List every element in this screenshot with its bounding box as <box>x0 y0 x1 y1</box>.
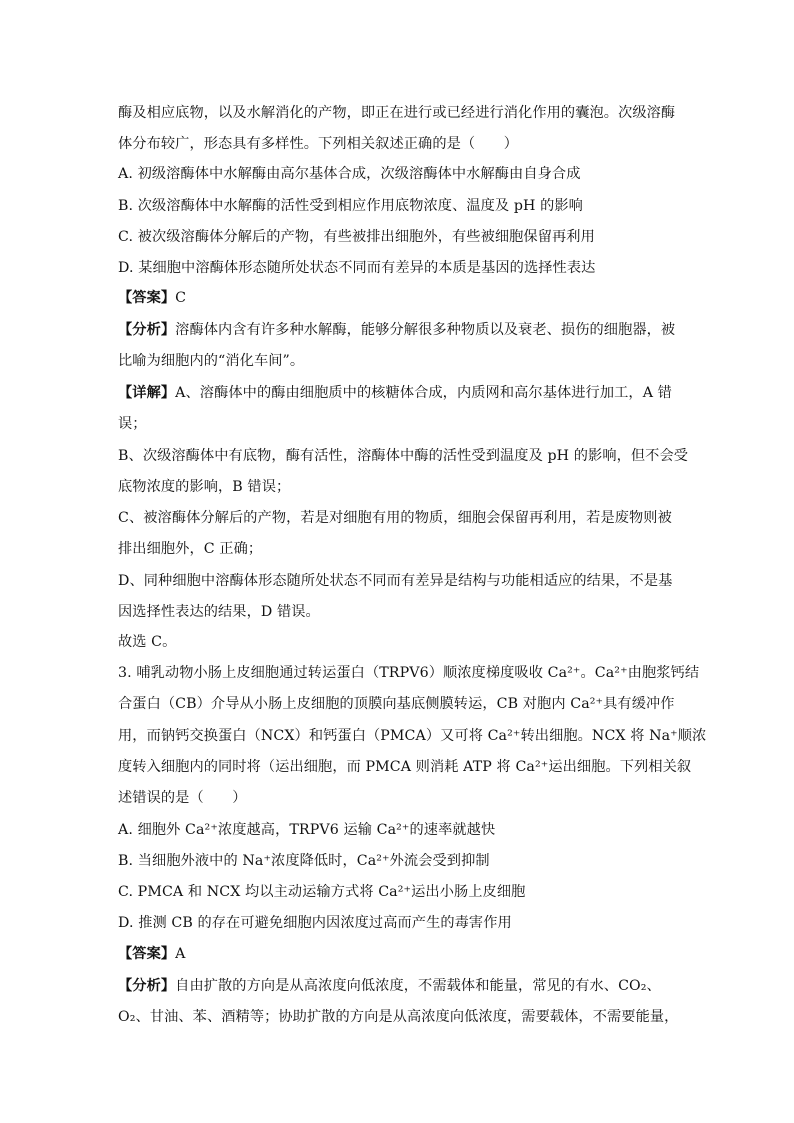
answer-value: A <box>175 946 186 962</box>
q3-stem-line-2: 合蛋白（CB）介导从小肠上皮细胞的顶膜向基底侧膜转运，CB 对胞内 Ca²⁺具有缓冲作 <box>118 696 675 712</box>
q2-detail-c-line-2: 排出细胞外，C 正确； <box>118 541 263 557</box>
q3-stem-line-3: 用，而钠钙交换蛋白（NCX）和钙蛋白（PMCA）又可将 Ca²⁺转出细胞。NCX 将 Na⁺顺浓 <box>118 728 707 744</box>
detail-text: A、溶酶体中的酶由细胞质中的核糖体合成，内质网和高尔基体进行加工，A 错 <box>175 385 672 401</box>
q2-detail-a-line-1 <box>118 383 688 403</box>
q3-stem-line-5: 述错误的是（ ） <box>118 790 247 806</box>
q2-detail-b-line-2: 底物浓度的影响，B 错误； <box>118 479 291 495</box>
q2-detail-b-line-1: B、次级溶酶体中有底物，酶有活性，溶酶体中酶的活性受到温度及 pH 的影响，但不会受 <box>118 448 689 464</box>
q3-stem-line-4: 度转入细胞内的同时将（运出细胞，而 PMCA 则消耗 ATP 将 Ca²⁺运出细胞。下列相关叙 <box>118 759 692 775</box>
analysis-tag: 【分析】 <box>118 978 176 994</box>
q2-analysis-line-1 <box>118 320 688 340</box>
q2-detail-d-line-1: D、同种细胞中溶酶体形态随所处状态不同而有差异是结构与功能相适应的结果，不是基 <box>118 573 673 589</box>
q2-detail-a-line-2: 误； <box>118 416 147 432</box>
q2-detail-c-line-1: C、被溶酶体分解后的产物，若是对细胞有用的物质，细胞会保留再利用，若是废物则被 <box>118 510 672 526</box>
analysis-text: 自由扩散的方向是从高浓度向低浓度，不需载体和能量，常见的有水、CO₂、 <box>175 978 661 994</box>
q3-option-c: C. PMCA 和 NCX 均以主动运输方式将 Ca²⁺运出小肠上皮细胞 <box>118 884 526 900</box>
q3-answer <box>118 944 688 964</box>
detail-tag: 【详解】 <box>118 385 176 401</box>
analysis-text: 溶酶体内含有许多种水解酶，能够分解很多种物质以及衰老、损伤的细胞器，被 <box>175 322 676 338</box>
q2-option-c: C. 被次级溶酶体分解后的产物，有些被排出细胞外，有些被细胞保留再利用 <box>118 229 595 245</box>
q3-analysis-line-2: O₂、甘油、苯、酒精等；协助扩散的方向是从高浓度向低浓度，需要载体，不需要能量， <box>118 1009 679 1025</box>
q2-detail-d-line-2: 因选择性表达的结果，D 错误。 <box>118 604 320 620</box>
q3-analysis-line-1 <box>118 976 688 996</box>
answer-value: C <box>175 290 187 306</box>
q2-analysis-line-2: 比喻为细胞内的“消化车间”。 <box>118 353 305 369</box>
q3-stem-line-1: 3. 哺乳动物小肠上皮细胞通过转运蛋白（TRPV6）顺浓度梯度吸收 Ca²⁺。Ca²⁺由胞浆钙结 <box>118 665 700 681</box>
q2-stem-line-2: 体分布较广，形态具有多样性。下列相关叙述正确的是（ ） <box>118 136 519 152</box>
q2-option-a: A. 初级溶酶体中水解酶由高尔基体合成，次级溶酶体中水解酶由自身合成 <box>118 166 581 182</box>
q2-option-d: D. 某细胞中溶酶体形态随所处状态不同而有差异的本质是基因的选择性表达 <box>118 260 596 276</box>
q2-stem-line-1: 酶及相应底物，以及水解消化的产物，即正在进行或已经进行消化作用的囊泡。次级溶酶 <box>118 105 676 121</box>
q2-answer <box>118 288 688 308</box>
answer-tag: 【答案】 <box>118 946 176 962</box>
q3-option-b: B. 当细胞外液中的 Na⁺浓度降低时，Ca²⁺外流会受到抑制 <box>118 853 490 869</box>
q3-option-a: A. 细胞外 Ca²⁺浓度越高，TRPV6 运输 Ca²⁺的速率就越快 <box>118 822 496 838</box>
q2-option-b: B. 次级溶酶体中水解酶的活性受到相应作用底物浓度、温度及 pH 的影响 <box>118 198 583 214</box>
q3-option-d: D. 推测 CB 的存在可避免细胞内因浓度过高而产生的毒害作用 <box>118 915 512 931</box>
q2-conclusion: 故选 C。 <box>118 634 177 650</box>
answer-tag: 【答案】 <box>118 290 176 306</box>
analysis-tag: 【分析】 <box>118 322 176 338</box>
